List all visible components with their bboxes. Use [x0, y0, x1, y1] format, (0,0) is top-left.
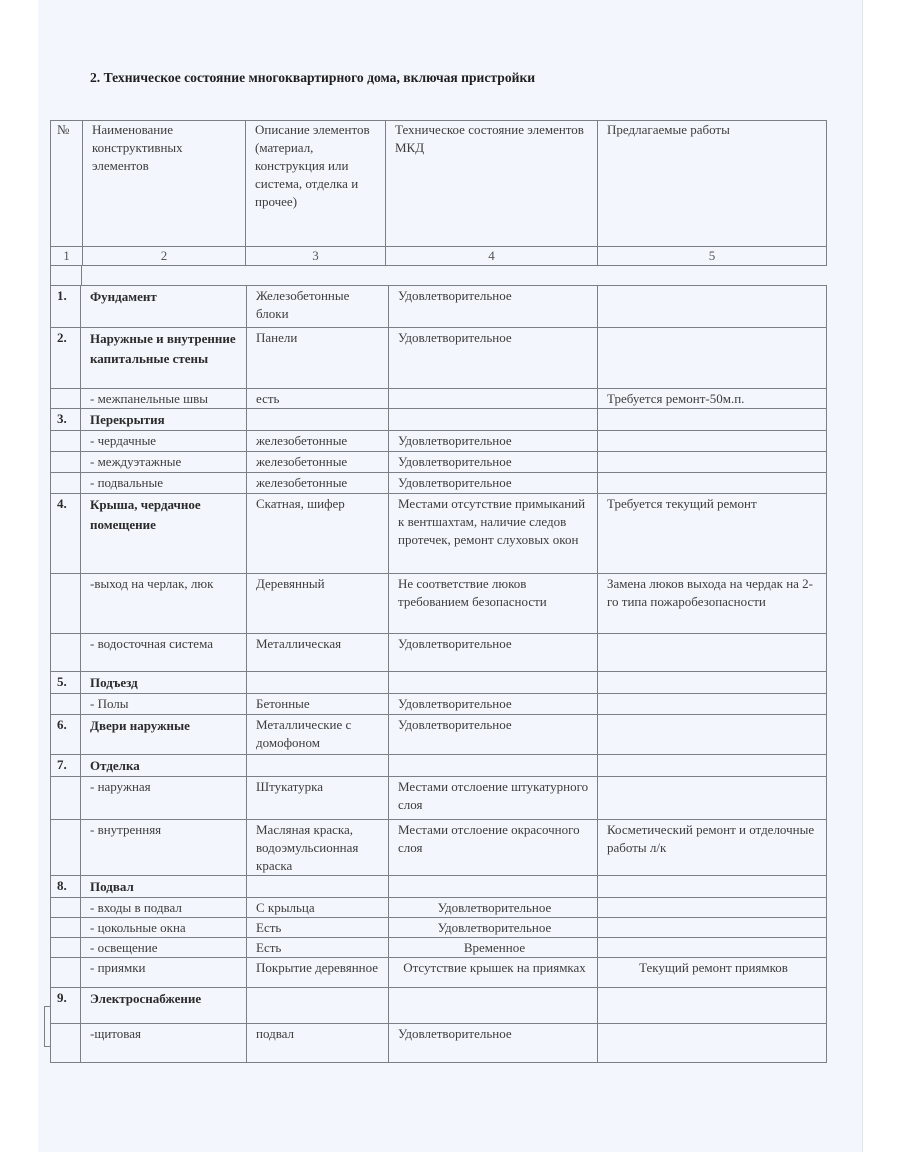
table-row	[51, 1024, 827, 1063]
proposed-works	[598, 1024, 827, 1063]
element-name: - цокольные окна	[81, 918, 247, 938]
column-number: 4	[386, 247, 598, 266]
column-number: 2	[83, 247, 246, 266]
element-description: есть	[247, 389, 389, 409]
element-name: Фундамент	[81, 286, 247, 328]
table-header	[50, 120, 827, 266]
table-row	[51, 634, 827, 672]
element-description: Штукатурка	[247, 777, 389, 820]
element-name: - чердачные	[81, 431, 247, 452]
table-row	[51, 694, 827, 715]
element-description: Бетонные	[247, 694, 389, 715]
row-number: 5.	[51, 672, 81, 694]
proposed-works: Требуется ремонт-50м.п.	[598, 389, 827, 409]
header-description: Описание элементов (материал, конструкция или система, отделка и прочее)	[246, 121, 386, 247]
element-name: - приямки	[81, 958, 247, 988]
column-number: 3	[246, 247, 386, 266]
row-number	[51, 389, 81, 409]
element-condition	[389, 755, 598, 777]
row-number	[51, 473, 81, 494]
element-description	[247, 755, 389, 777]
element-condition	[389, 389, 598, 409]
proposed-works: Требуется текущий ремонт	[598, 494, 827, 574]
section-row	[51, 755, 827, 777]
table-row	[51, 898, 827, 918]
proposed-works	[598, 876, 827, 898]
element-description: Есть	[247, 938, 389, 958]
proposed-works	[598, 286, 827, 328]
table-row	[51, 574, 827, 634]
section-row	[51, 988, 827, 1024]
element-condition	[389, 672, 598, 694]
table-row	[51, 938, 827, 958]
element-description	[247, 988, 389, 1024]
element-description: Металлические с домофоном	[247, 715, 389, 755]
element-name: - межпанельные швы	[81, 389, 247, 409]
element-condition: Удовлетворительное	[389, 328, 598, 389]
element-name: - Полы	[81, 694, 247, 715]
table-gap-row	[50, 265, 82, 285]
section-row	[51, 286, 827, 328]
element-description: железобетонные	[247, 473, 389, 494]
element-description	[247, 409, 389, 431]
table-row	[51, 452, 827, 473]
header-condition: Техническое состояние элементов МКД	[386, 121, 598, 247]
header-num: №	[51, 121, 83, 247]
table-row	[51, 431, 827, 452]
header-row	[51, 121, 827, 247]
row-number	[51, 452, 81, 473]
element-description: Панели	[247, 328, 389, 389]
row-number	[51, 918, 81, 938]
proposed-works	[598, 634, 827, 672]
section-row	[51, 409, 827, 431]
element-description: Покрытие деревянное	[247, 958, 389, 988]
element-name: - наружная	[81, 777, 247, 820]
row-number: 2.	[51, 328, 81, 389]
element-condition: Местами отслоение штукатурного слоя	[389, 777, 598, 820]
element-condition: Местами отслоение окрасочного слоя	[389, 820, 598, 876]
proposed-works: Косметический ремонт и отделочные работы л/к	[598, 820, 827, 876]
table-row	[51, 389, 827, 409]
section-row	[51, 328, 827, 389]
element-condition: Временное	[389, 938, 598, 958]
element-description: Масляная краска, водоэмульсионная краска	[247, 820, 389, 876]
element-condition: Удовлетворительное	[389, 634, 598, 672]
element-description: Скатная, шифер	[247, 494, 389, 574]
header-name: Наименование конструктивных элементов	[83, 121, 246, 247]
element-description: подвал	[247, 1024, 389, 1063]
table-row	[51, 918, 827, 938]
element-condition: Удовлетворительное	[389, 918, 598, 938]
row-number: 3.	[51, 409, 81, 431]
element-description: Деревянный	[247, 574, 389, 634]
element-condition: Удовлетворительное	[389, 715, 598, 755]
element-condition: Отсутствие крышек на приямках	[389, 958, 598, 988]
proposed-works	[598, 755, 827, 777]
row-number: 8.	[51, 876, 81, 898]
element-condition	[389, 876, 598, 898]
row-number	[51, 777, 81, 820]
element-condition: Местами отсутствие примыканий к вентшахтам, наличие следов протечек, ремонт слуховых окон	[389, 494, 598, 574]
section-row	[51, 494, 827, 574]
proposed-works: Замена люков выхода на чердак на 2-го типа пожаробезопасности	[598, 574, 827, 634]
table-row	[51, 473, 827, 494]
table-edge	[44, 1006, 51, 1047]
element-condition: Удовлетворительное	[389, 1024, 598, 1063]
element-name: - междуэтажные	[81, 452, 247, 473]
element-description: С крыльца	[247, 898, 389, 918]
row-number	[51, 634, 81, 672]
section-title: 2. Техническое состояние многоквартирного дома, включая пристройки	[90, 70, 536, 85]
row-number	[51, 694, 81, 715]
proposed-works	[598, 918, 827, 938]
proposed-works	[598, 328, 827, 389]
element-description: железобетонные	[247, 452, 389, 473]
element-condition: Не соответствие люков требованием безопасности	[389, 574, 598, 634]
element-condition: Удовлетворительное	[389, 694, 598, 715]
element-description: Металлическая	[247, 634, 389, 672]
row-number	[51, 820, 81, 876]
row-number	[51, 574, 81, 634]
element-name: Крыша, чердачное помещение	[81, 494, 247, 574]
row-number: 4.	[51, 494, 81, 574]
element-name: -щитовая	[81, 1024, 247, 1063]
proposed-works	[598, 409, 827, 431]
element-description: железобетонные	[247, 431, 389, 452]
element-name: Наружные и внутренние капитальные стены	[81, 328, 247, 389]
proposed-works	[598, 672, 827, 694]
proposed-works: Текущий ремонт приямков	[598, 958, 827, 988]
row-number	[51, 898, 81, 918]
element-description: Железобетонные блоки	[247, 286, 389, 328]
proposed-works	[598, 898, 827, 918]
element-name: - подвальные	[81, 473, 247, 494]
element-name: Подъезд	[81, 672, 247, 694]
proposed-works	[598, 694, 827, 715]
element-name: Электроснабжение	[81, 988, 247, 1024]
table-body	[50, 285, 827, 1063]
element-condition: Удовлетворительное	[389, 431, 598, 452]
element-name: - водосточная система	[81, 634, 247, 672]
element-name: Отделка	[81, 755, 247, 777]
section-row	[51, 876, 827, 898]
proposed-works	[598, 938, 827, 958]
element-condition: Удовлетворительное	[389, 452, 598, 473]
table-row	[51, 777, 827, 820]
proposed-works	[598, 715, 827, 755]
column-number: 1	[51, 247, 83, 266]
element-name: Двери наружные	[81, 715, 247, 755]
element-name: -выход на черлак, люк	[81, 574, 247, 634]
element-name: - входы в подвал	[81, 898, 247, 918]
element-condition: Удовлетворительное	[389, 473, 598, 494]
row-number: 6.	[51, 715, 81, 755]
element-name: Перекрытия	[81, 409, 247, 431]
element-name: Подвал	[81, 876, 247, 898]
element-name: - освещение	[81, 938, 247, 958]
table-row	[51, 958, 827, 988]
row-number: 7.	[51, 755, 81, 777]
column-number: 5	[598, 247, 827, 266]
element-condition	[389, 988, 598, 1024]
element-description	[247, 876, 389, 898]
proposed-works	[598, 777, 827, 820]
table-row	[51, 820, 827, 876]
section-row	[51, 715, 827, 755]
proposed-works	[598, 452, 827, 473]
element-description: Есть	[247, 918, 389, 938]
row-number	[51, 958, 81, 988]
element-name: - внутренняя	[81, 820, 247, 876]
row-number	[51, 938, 81, 958]
column-number-row	[51, 247, 827, 266]
element-condition: Удовлетворительное	[389, 286, 598, 328]
row-number	[51, 431, 81, 452]
header-works: Предлагаемые работы	[598, 121, 827, 247]
element-description	[247, 672, 389, 694]
element-condition	[389, 409, 598, 431]
section-row	[51, 672, 827, 694]
row-number	[51, 1024, 81, 1063]
row-number: 1.	[51, 286, 81, 328]
proposed-works	[598, 431, 827, 452]
row-number: 9.	[51, 988, 81, 1024]
proposed-works	[598, 473, 827, 494]
element-condition: Удовлетворительное	[389, 898, 598, 918]
proposed-works	[598, 988, 827, 1024]
